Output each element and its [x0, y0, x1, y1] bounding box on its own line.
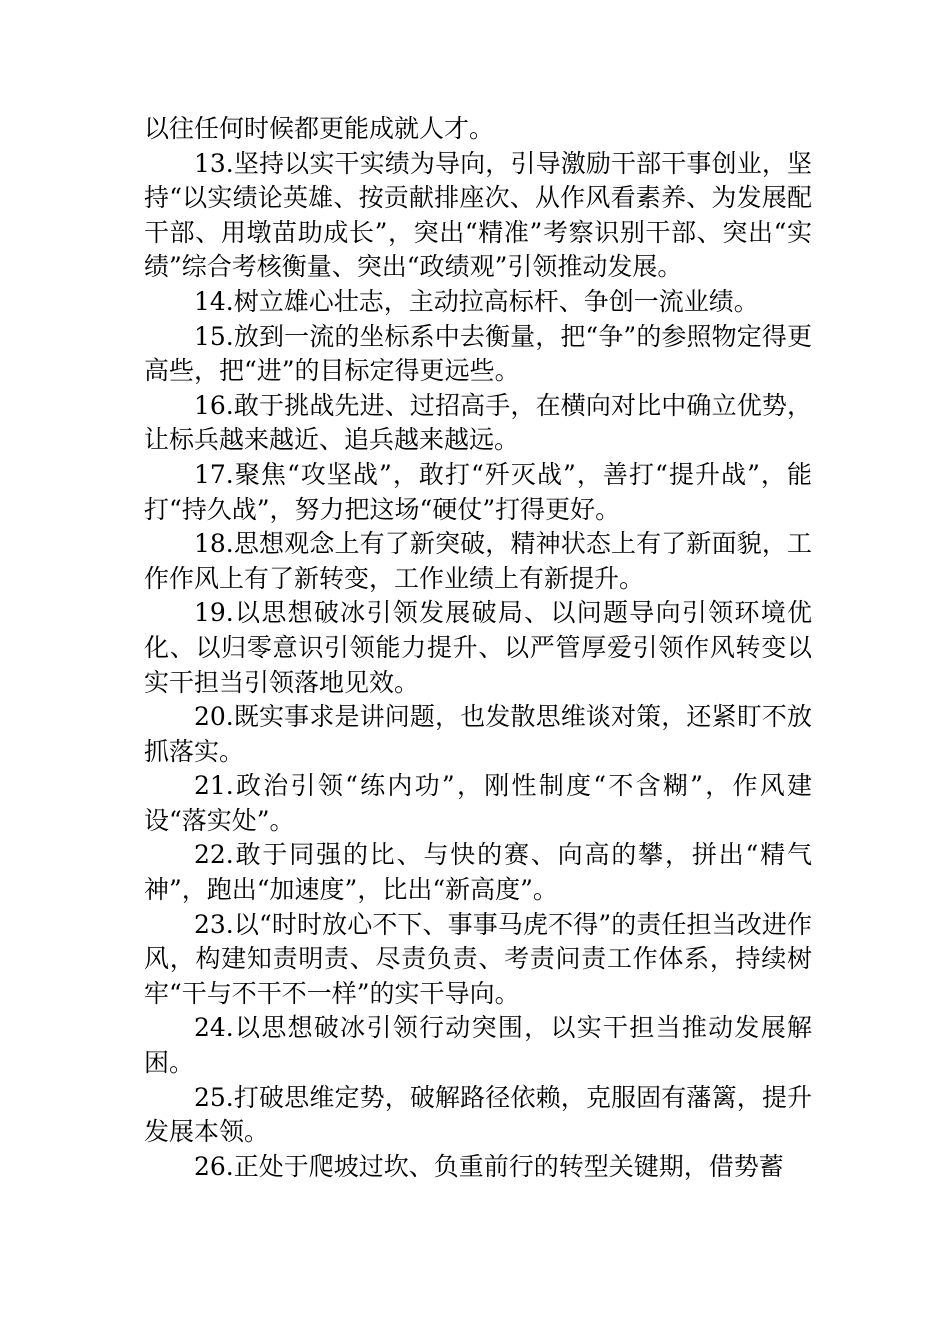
paragraph-continuation: 以往任何时候都更能成就人才。: [144, 114, 495, 143]
paragraph-item-24: 24.以思想破冰引领行动突围，以实干担当推动发展解困。: [144, 1013, 812, 1078]
paragraph-item-23: 23.以“时时放心不下、事事马虎不得”的责任担当改进作风，构建知责明责、尽责负责、考责问责工作体系，持续树牢“干与不干不一样”的实干导向。: [144, 909, 812, 1008]
paragraph-item-19: 19.以思想破冰引领发展破局、以问题导向引领环境优化、以归零意识引领能力提升、以严管厚爱引领作风转变以实干担当引领落地见效。: [144, 598, 812, 697]
paragraph-item-14: 14.树立雄心壮志，主动拉高标杆、争创一流业绩。: [194, 286, 759, 316]
paragraph-item-26: 26.正处于爬坡过坎、负重前行的转型关键期，借势蓄: [194, 1151, 784, 1181]
paragraph-item-16: 16.敢于挑战先进、过招高手，在横向对比中确立优势，让标兵越来越近、追兵越来越远。: [144, 390, 812, 455]
document-body: [144, 112, 812, 1184]
paragraph-item-17: 17.聚焦“攻坚战”，敢打“歼灭战”，善打“提升战”，能打“持久战”，努力把这场“硬仗”打得更好。: [144, 459, 812, 524]
paragraph-item-13: 13.坚持以实干实绩为导向，引导激励干部干事创业，坚持“以实绩论英雄、按贡献排座次、从作风看素养、为发展配干部、用墩苗助成长”，突出“精准”考察识别干部、突出“实绩”综合考核衡量、突出“政绩观”引领推动发展。: [144, 148, 812, 282]
paragraph-item-15: 15.放到一流的坐标系中去衡量，把“争”的参照物定得更高些，把“进”的目标定得更远些。: [144, 321, 812, 386]
paragraph-item-18: 18.思想观念上有了新突破，精神状态上有了新面貌，工作作风上有了新转变，工作业绩上有新提升。: [144, 529, 812, 593]
paragraph-item-20: 20.既实事求是讲问题，也发散思维谈对策，还紧盯不放抓落实。: [144, 702, 812, 766]
paragraph-item-22: 22.敢于同强的比、与快的赛、向高的攀，拼出“精气神”，跑出“加速度”，比出“新高度”。: [144, 840, 812, 905]
paragraph-item-21: 21.政治引领“练内功”，刚性制度“不含糊”，作风建设“落实处”。: [144, 771, 812, 835]
paragraph-item-25: 25.打破思维定势，破解路径依赖，克服固有藩篱，提升发展本领。: [144, 1082, 812, 1147]
